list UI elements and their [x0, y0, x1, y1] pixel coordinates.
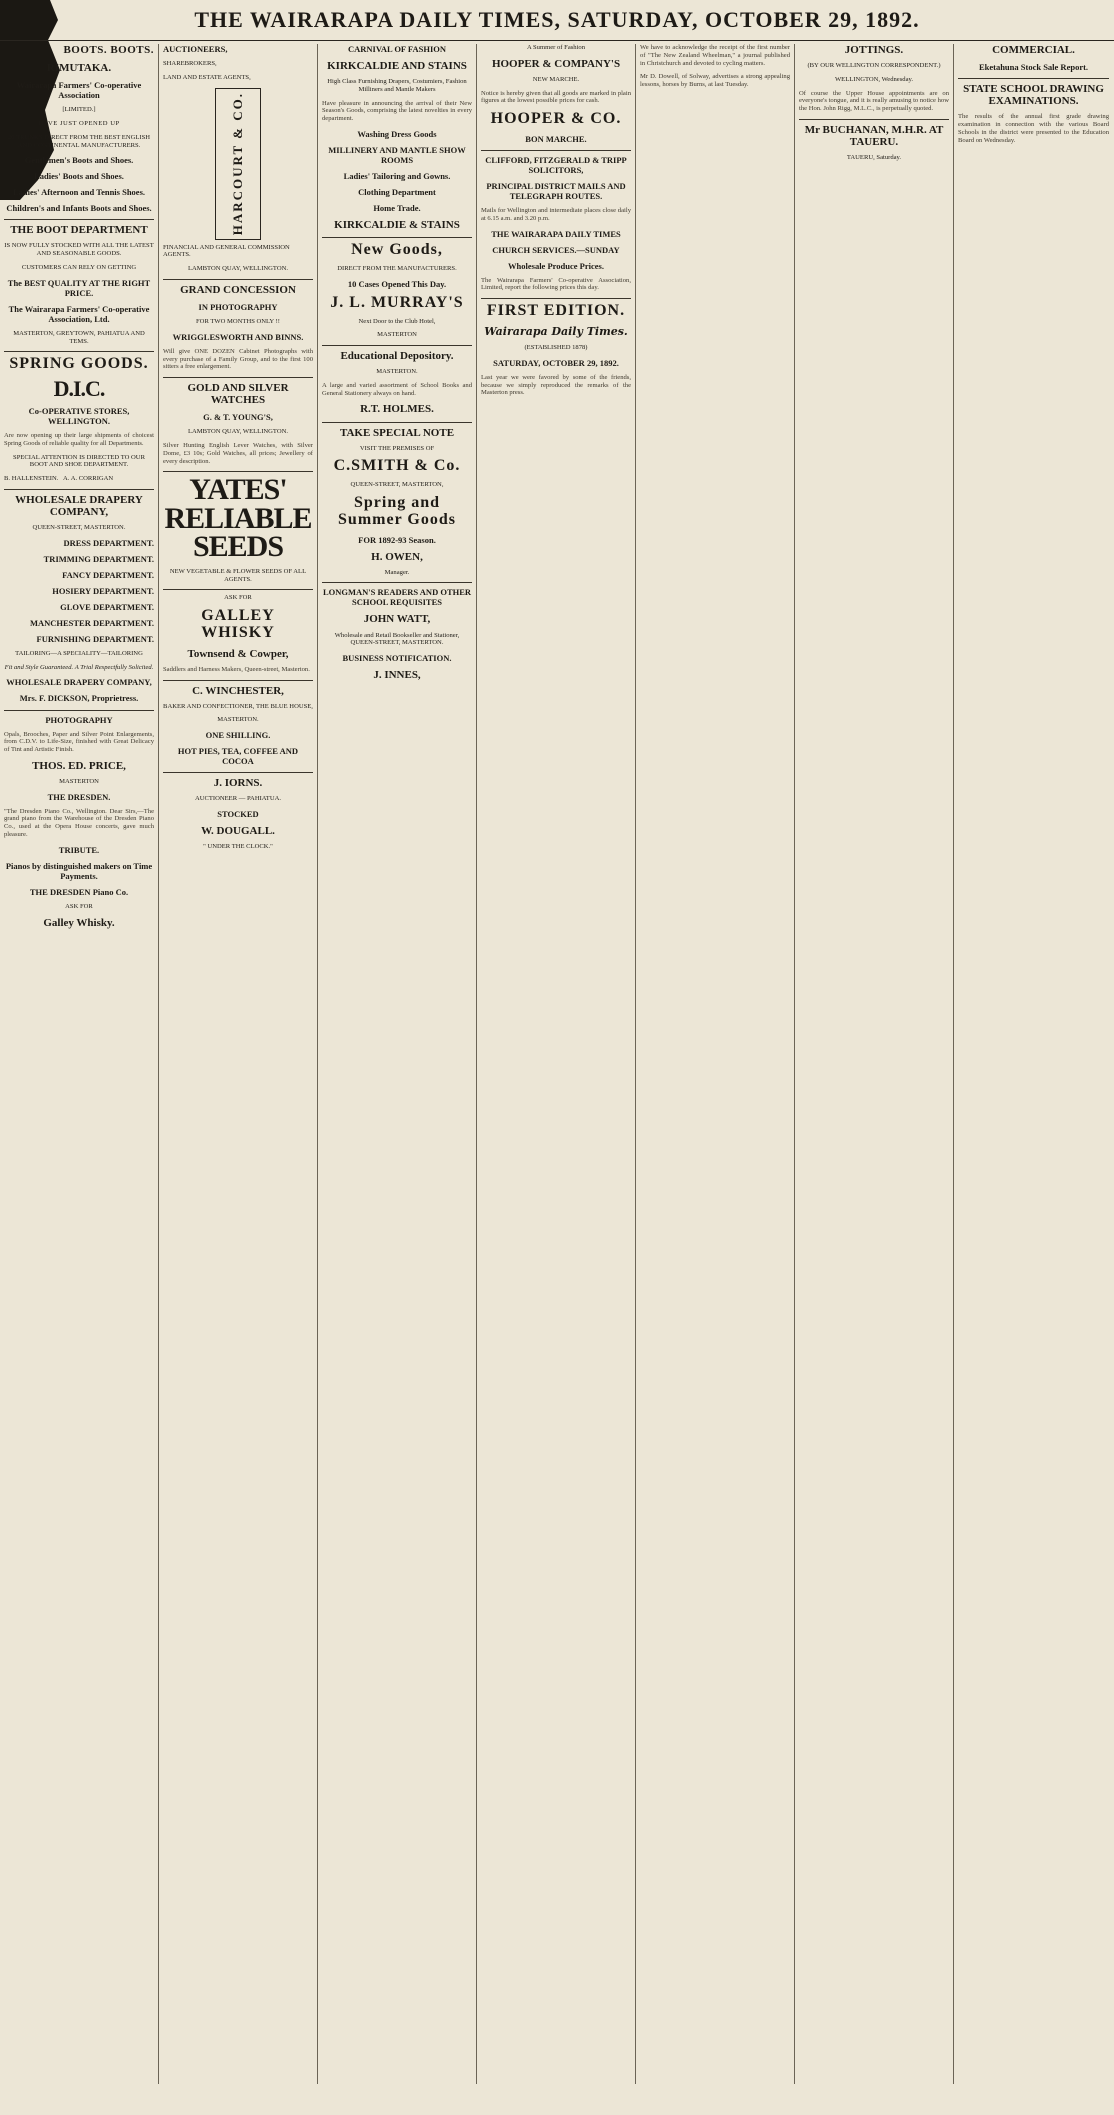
in-photography: IN PHOTOGRAPHY	[198, 301, 278, 312]
column-2	[159, 44, 318, 2084]
land-agents: LAND AND ESTATE AGENTS,	[163, 73, 251, 81]
divider	[481, 150, 631, 151]
limited-label: [LIMITED.]	[62, 106, 96, 114]
hooper-body: Notice is hereby given that all goods are marked in plain figures at the lowest possible prices for cash.	[481, 89, 631, 105]
jottings-heading: JOTTINGS.	[844, 44, 904, 56]
first-edition: FIRST EDITION.	[486, 302, 626, 320]
boots-heading: BOOTS. BOOTS.	[63, 44, 154, 56]
one-shilling: ONE SHILLING.	[205, 730, 271, 741]
auctioneers: AUCTIONEERS,	[163, 44, 228, 54]
column-3	[318, 44, 477, 2084]
divider	[4, 351, 154, 352]
news-item-2: Mr D. Dowell, of Solway, advertises a strong appealing lessons, horses by Burns, at last Tuesday.	[640, 73, 790, 89]
tailoring-text: TAILORING—A SPECIALITY—TAILORING	[15, 649, 143, 657]
column-7	[954, 44, 1113, 2084]
dresden-body: "The Dresden Piano Co., Wellington. Dear Sirs,—The grand piano from the Warehouse of the Dresden Piano Co., used at the Opera House concerts, gave much pleasure.	[4, 807, 154, 838]
quality-text: The BEST QUALITY AT THE RIGHT PRICE.	[7, 277, 151, 298]
direct-from: DIRECT FROM THE MANUFACTURERS.	[337, 264, 457, 272]
trimming-dept: TRIMMING DEPARTMENT.	[43, 553, 154, 564]
produce-body: The Wairarapa Farmers' Co-operative Association, Limited, report the following prices this day.	[481, 276, 631, 292]
grand-concession: GRAND CONCESSION	[180, 283, 296, 296]
principal-mails: PRINCIPAL DISTRICT MAILS AND TELEGRAPH ROUTES.	[486, 181, 626, 202]
established: (ESTABLISHED 1878)	[524, 344, 588, 352]
dic-body: Are now opening up their large shipments of choicest Spring Goods of reliable quality for all Departments.	[4, 432, 154, 447]
afternoon-shoes: Ladies' Afternoon and Tennis Shoes.	[12, 187, 146, 198]
mails-body: Mails for Wellington and intermediate places close daily at 6.15 a.m. and 3.20 p.m.	[481, 207, 631, 222]
clothing-dept: Clothing Department	[358, 187, 436, 197]
divider	[163, 772, 313, 773]
ladies-tailoring: Ladies' Tailoring and Gowns.	[343, 170, 451, 181]
divider	[958, 78, 1109, 79]
murray-town: MASTERTON	[377, 331, 417, 339]
take-notice: TAKE SPECIAL NOTE	[339, 426, 455, 439]
carnival-heading: CARNIVAL OF FASHION	[347, 44, 447, 54]
next-door: Next Door to the Club Hotel,	[358, 317, 436, 325]
jottings-body: Of course the Upper House appointments are on everyone's tongue, and it is really amusing to notice how the Hon. John Rigg, M.L.C., is perpetually quoted.	[799, 89, 949, 113]
eketahuna-heading: Eketahuna Stock Sale Report.	[978, 62, 1089, 73]
fit-text: Fit and Style Guaranteed. A Trial Respectfully Solicited.	[4, 663, 154, 671]
new-goods: New Goods,	[351, 241, 443, 259]
galley-whisky: Galley Whisky.	[43, 916, 115, 929]
young-address: LAMBTON QUAY, WELLINGTON.	[187, 428, 288, 436]
church-services: CHURCH SERVICES.—SUNDAY	[492, 244, 620, 255]
dougall-name: W. DOUGALL.	[201, 825, 275, 838]
correspondent: (BY OUR WELLINGTON CORRESPONDENT.)	[807, 62, 941, 70]
fancy-dept: FANCY DEPARTMENT.	[62, 569, 154, 580]
clifford-heading: CLIFFORD, FITZGERALD & TRIPP SOLICITORS,	[485, 154, 627, 175]
financial-agents: FINANCIAL AND GENERAL COMMISSION AGENTS.	[163, 243, 290, 259]
divider	[163, 471, 313, 472]
taueru-date: TAUERU, Saturday.	[846, 154, 902, 162]
corrigan-name: A. A. CORRIGAN	[63, 475, 114, 483]
hallenstein-name: B. HALLENSTEIN.	[4, 475, 59, 483]
divider	[163, 589, 313, 590]
home-trade: Home Trade.	[373, 203, 421, 214]
cases-opened: 10 Cases Opened This Day.	[347, 278, 447, 289]
masthead: THE WAIRARAPA DAILY TIMES, SATURDAY, OCTOBER 29, 1892.	[0, 0, 1114, 41]
auctioneer-pahiatua: AUCTIONEER — PAHIATUA.	[194, 795, 282, 803]
news-item-1: We have to acknowledge the receipt of the first number of "The New Zealand Wheelman," a journal published in Christchurch and devoted to cycling matters.	[640, 44, 790, 67]
divider	[322, 422, 472, 423]
educational-body: A large and varied assortment of School Books and General Stationery always on hand.	[322, 381, 472, 397]
gents-boots: Gentlemen's Boots and Shoes.	[24, 155, 134, 166]
dic-heading: D.I.C.	[53, 376, 105, 402]
stocked: STOCKED	[217, 809, 259, 820]
produce-prices: Wholesale Produce Prices.	[508, 260, 604, 271]
new-marche: NEW MARCHE.	[532, 75, 580, 83]
spring-goods-heading: SPRING GOODS.	[9, 355, 149, 373]
price-name: THOS. ED. PRICE,	[32, 759, 126, 772]
dresden-heading: THE DRESDEN.	[47, 791, 111, 802]
young-name: G. & T. YOUNG'S,	[203, 412, 273, 423]
rimutaka-heading: RIMUTAKA.	[46, 62, 112, 75]
photography-heading: PHOTOGRAPHY	[45, 714, 113, 725]
state-school-body: The results of the annual first grade drawing examination in connection with the various Board Schools in the district were presented to the Education Board on Wednesday.	[958, 113, 1109, 144]
season-label: FOR 1892-93 Season.	[358, 534, 436, 545]
bon-marche: BON MARCHE.	[525, 133, 587, 144]
wellington-date: WELLINGTON, Wednesday.	[834, 75, 914, 83]
galley-whisky: GALLEY WHISKY	[201, 607, 275, 641]
murray-name: J. L. MURRAY'S	[330, 293, 464, 311]
kirkcaldie-body: Have pleasure in announcing the arrival of their New Season's Goods, comprising the latest novelties in every department.	[322, 99, 472, 123]
watt-name: JOHN WATT,	[363, 613, 431, 626]
townsend-name: Townsend & Cowper,	[187, 647, 289, 660]
owen-name: H. OWEN,	[371, 550, 423, 563]
visit-premises: VISIT THE PREMISES OF	[359, 444, 435, 452]
paper-title: Wairarapa Daily Times.	[484, 324, 628, 338]
csmith-address: QUEEN-STREET, MASTERTON,	[350, 481, 444, 489]
yates-seeds: YATES' RELIABLE SEEDS	[164, 473, 312, 564]
column-4	[477, 44, 636, 2084]
divider	[322, 582, 472, 583]
divider	[163, 680, 313, 681]
wfca-name: Wairarapa Farmers' Co-operative Association	[16, 80, 142, 101]
commercial-heading: COMMERCIAL.	[992, 44, 1075, 56]
editorial-body: Last year we were favored by some of the friends, because we simply reproduced the remarks of the Masterton press.	[481, 373, 631, 397]
photography-body: Opals, Brooches, Paper and Silver Point Enlargements, from C.D.V. to Life-Size, finished with Great Delicacy of Tint and Artistic Finish.	[4, 730, 154, 754]
harcourt-stamp-text: HARCOURT & CO.	[230, 91, 246, 236]
dress-dept: DRESS DEPARTMENT.	[63, 537, 154, 548]
just-opened: HAVE JUST OPENED UP	[38, 119, 120, 127]
wdc-heading-2: WHOLESALE DRAPERY COMPANY,	[6, 677, 152, 688]
hot-pies: HOT PIES, TEA, COFFEE AND COCOA	[177, 746, 299, 767]
issue-date: SATURDAY, OCTOBER 29, 1892.	[493, 357, 619, 368]
manchester-dept: MANCHESTER DEPARTMENT.	[29, 617, 154, 628]
boot-dept-heading: THE BOOT DEPARTMENT	[10, 224, 148, 237]
trunks-text: 20 TRUNKS DIRECT FROM THE BEST ENGLISH AND CONTINENTAL MANUFACTURERS.	[7, 133, 151, 149]
winchester-name: C. WINCHESTER,	[192, 684, 284, 697]
boot-dept-text: IS NOW FULLY STOCKED WITH ALL THE LATEST AND SEASONABLE GOODS.	[4, 242, 154, 258]
hosiery-dept: HOSIERY DEPARTMENT.	[52, 585, 154, 596]
dic-stores: Co-OPERATIVE STORES, WELLINGTON.	[28, 406, 130, 427]
furnishing-dept: FURNISHING DEPARTMENT.	[36, 633, 154, 644]
kirkcaldie-sub: High Class Furnishing Drapers, Costumiers, Fashion Milliners and Mantle Makers	[327, 78, 467, 93]
column-6	[795, 44, 954, 2084]
lambton-quay: LAMBTON QUAY, WELLINGTON.	[187, 265, 288, 273]
sharebrokers: SHAREBROKERS,	[163, 60, 217, 68]
ask-for-label: ASK FOR	[224, 594, 252, 602]
holmes-name: R.T. HOLMES.	[360, 403, 434, 416]
watt-sub: Wholesale and Retail Bookseller and Stationer, QUEEN-STREET, MASTERTON.	[334, 631, 460, 647]
column-5	[636, 44, 795, 2084]
divider	[163, 279, 313, 280]
towns-text: MASTERTON, GREYTOWN, PAHIATUA AND TEMS.	[13, 329, 145, 345]
washing-goods: Washing Dress Goods	[357, 128, 437, 139]
divider	[322, 345, 472, 346]
divider	[163, 377, 313, 378]
young-body: Silver Hunting English Lever Watches, with Silver Dome, £3 10s; Gold Watches, all prices; Jewellery of every description.	[163, 442, 313, 465]
children-boots: Children's and Infants Boots and Shoes.	[6, 203, 152, 214]
gold-silver: GOLD AND SILVER WATCHES	[187, 382, 289, 407]
buchanan-heading: Mr BUCHANAN, M.H.R. AT TAUERU.	[804, 123, 944, 149]
longman-heading: LONGMAN'S READERS AND OTHER SCHOOL REQUISITES	[322, 587, 472, 608]
kirkcaldie-name-2: KIRKCALDIE & STAINS	[334, 219, 460, 232]
divider	[4, 710, 154, 711]
ladies-boots: Ladies' Boots and Shoes.	[34, 171, 124, 182]
blue-house: BAKER AND CONFECTIONER, THE BLUE HOUSE,	[163, 702, 313, 710]
divider	[4, 219, 154, 220]
educational-town: MASTERTON.	[376, 368, 418, 376]
glove-dept: GLOVE DEPARTMENT.	[60, 601, 154, 612]
dresden-co: THE DRESDEN Piano Co.	[29, 886, 129, 897]
attention-text: SPECIAL ATTENTION IS DIRECTED TO OUR BOOT AND SHOE DEPARTMENT.	[13, 453, 145, 469]
educational-heading: Educational Depository.	[340, 350, 454, 363]
price-town: MASTERTON	[59, 777, 99, 785]
spring-summer: Spring and Summer Goods	[338, 493, 456, 528]
signatories	[4, 475, 154, 483]
rely-text: CUSTOMERS CAN RELY ON GETTING	[21, 263, 137, 271]
summer-fashion: A Summer of Fashion	[526, 44, 586, 51]
innes-name: J. INNES,	[373, 669, 421, 682]
manager-label: Manager.	[384, 568, 410, 576]
kirkcaldie-name: KIRKCALDIE AND STAINS	[327, 60, 467, 73]
wfca-ltd: The Wairarapa Farmers' Co-operative Association, Ltd.	[8, 303, 150, 324]
state-school-heading: STATE SCHOOL DRAWING EXAMINATIONS.	[963, 83, 1104, 108]
wdc-heading: WHOLESALE DRAPERY COMPANY,	[15, 493, 143, 518]
under-the-clock: " UNDER THE CLOCK."	[203, 843, 273, 851]
divider	[4, 489, 154, 490]
townsend-body: Saddlers and Harness Makers, Queen-street, Masterton.	[163, 665, 310, 673]
daily-times: THE WAIRARAPA DAILY TIMES	[491, 228, 621, 239]
ask-for-label: ASK FOR	[65, 902, 93, 910]
wdc-address: QUEEN-STREET, MASTERTON.	[32, 524, 126, 532]
millinery-rooms: MILLINERY AND MANTLE SHOW ROOMS	[328, 144, 466, 165]
jorns-name: J. IORNS.	[213, 777, 263, 790]
pianos-text: Pianos by distinguished makers on Time Payments.	[5, 860, 153, 881]
wrigglesworth: WRIGGLESWORTH AND BINNS.	[172, 331, 304, 342]
divider	[481, 298, 631, 299]
newspaper-columns	[0, 44, 1114, 2094]
two-months: FOR TWO MONTHS ONLY !!	[196, 317, 280, 325]
hooper-name-2: HOOPER & CO.	[490, 110, 622, 128]
csmith-name: C.SMITH & Co.	[333, 457, 461, 475]
hooper-name: HOOPER & COMPANY'S	[491, 57, 621, 70]
tribute-heading: TRIBUTE.	[58, 844, 100, 855]
column-1	[0, 44, 159, 2084]
wrigglesworth-body: Will give ONE DOZEN Cabinet Photographs with every purchase of a Family Group, and to the first 100 sitters a free enlargement.	[163, 347, 313, 371]
dickson-name: Mrs. F. DICKSON, Proprietress.	[19, 693, 139, 704]
harcourt-stamp	[215, 88, 261, 240]
seeds-note: NEW VEGETABLE & FLOWER SEEDS OF ALL AGENTS.	[169, 567, 307, 583]
divider	[322, 237, 472, 238]
business-notice: BUSINESS NOTIFICATION.	[342, 653, 452, 664]
divider	[799, 119, 949, 120]
blue-house-town: MASTERTON.	[217, 716, 259, 724]
